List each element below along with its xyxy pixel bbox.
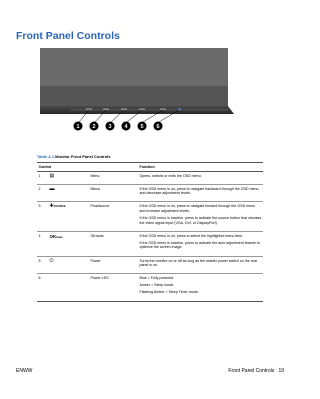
- function-paragraph: If the OSD menu is on, press to navigate forward through the OSD menu and increase adjustment levels.: [139, 204, 256, 213]
- button-power[interactable]: [160, 109, 166, 110]
- control-name: Minus: [89, 184, 138, 202]
- control-function: [138, 171, 263, 184]
- button-plus-source[interactable]: [121, 109, 127, 110]
- control-function: [138, 274, 263, 301]
- function-paragraph: If the OSD menu is on, press to select the highlighted menu item.: [139, 233, 244, 238]
- menu-icon: ▤: [49, 172, 55, 179]
- table-body: [37, 171, 263, 301]
- control-function: [138, 231, 263, 256]
- footer-locale: ENWW: [16, 368, 33, 374]
- ok-auto-icon: OK: [49, 233, 57, 239]
- control-name: Plus/source: [89, 202, 138, 231]
- page-title: Front Panel Controls: [16, 30, 120, 42]
- callout-label: 1: [76, 124, 80, 130]
- callout-label: 4: [124, 124, 128, 130]
- control-icon-cell: [48, 202, 89, 231]
- control-function: [138, 202, 263, 231]
- table-header-row: [37, 163, 263, 172]
- controls-table: [37, 162, 263, 302]
- control-icon-sublabel: SOURCE: [53, 204, 66, 209]
- function-paragraph: If the OSD menu is on, press to navigate backward through the OSD menu and decrease adjustment levels.: [139, 186, 259, 196]
- monitor-front-illustration: [0, 0, 300, 140]
- control-icon-cell: [48, 184, 89, 202]
- callout-label: 3: [108, 124, 112, 130]
- function-paragraph: Turns the monitor on or off as long as the master power switch on the rear panel is on.: [139, 258, 258, 268]
- callout-label: 6: [156, 124, 160, 130]
- control-name: Power: [89, 256, 138, 274]
- callout-label: 5: [140, 124, 144, 130]
- control-icon-cell: [48, 256, 89, 274]
- table-row: [37, 256, 263, 274]
- control-number: 1: [37, 171, 48, 184]
- control-number: 6: [37, 274, 48, 301]
- table-row: [37, 274, 263, 301]
- function-paragraph: Blue = Fully powered.: [139, 276, 175, 281]
- table-row: [37, 171, 263, 184]
- monitor-figure: [0, 0, 300, 140]
- table-row: [37, 202, 263, 231]
- control-name: OK/auto: [89, 231, 138, 256]
- callout-label: 2: [92, 124, 96, 130]
- header-function: Function: [138, 163, 263, 172]
- control-icon-sublabel: /auto: [56, 234, 63, 239]
- control-number: 5: [37, 256, 48, 274]
- control-number: 2: [37, 184, 48, 202]
- footer-title: Front Panel Controls: [228, 368, 275, 374]
- function-paragraph: Flashing Amber = Sleep Timer mode.: [139, 290, 199, 295]
- control-function: [138, 256, 263, 274]
- control-function: [138, 184, 263, 202]
- control-icon-cell: [48, 231, 89, 256]
- control-name: Power LED: [89, 274, 138, 301]
- table-caption-text: Monitor Front Panel Controls: [55, 154, 111, 159]
- control-number: 3: [37, 202, 48, 231]
- footer-page-info: [228, 368, 284, 374]
- table-row: [37, 231, 263, 256]
- callout-markers: [74, 122, 163, 131]
- table-caption: [37, 154, 111, 159]
- function-paragraph: If the OSD menu is inactive, press to activate the source button that chooses the video signal input (VGA, DVI, or DisplayPort).: [139, 216, 262, 225]
- function-paragraph: Amber = Sleep mode.: [139, 283, 175, 288]
- table-caption-number: Table 4-1: [37, 154, 55, 159]
- minus-icon: ▬: [49, 185, 55, 192]
- footer-page-number: 19: [278, 368, 284, 374]
- header-blank: [89, 163, 138, 172]
- plus-source-icon: ✚: [49, 203, 54, 210]
- control-name: Menu: [89, 171, 138, 184]
- control-icon-cell: [48, 274, 89, 301]
- function-paragraph: If the OSD menu is inactive, press to activate the auto adjustment feature to optimize the screen image.: [139, 240, 260, 250]
- button-ok-auto[interactable]: [139, 109, 145, 110]
- table-row: [37, 184, 263, 202]
- button-menu[interactable]: [86, 109, 92, 110]
- power-icon: ⏻: [49, 257, 54, 264]
- power-led: [178, 109, 181, 110]
- function-paragraph: Opens, selects or exits the OSD menu.: [139, 173, 202, 178]
- control-icon-cell: [48, 171, 89, 184]
- button-minus[interactable]: [103, 109, 109, 110]
- control-number: 4: [37, 231, 48, 256]
- header-control: Control: [37, 163, 89, 172]
